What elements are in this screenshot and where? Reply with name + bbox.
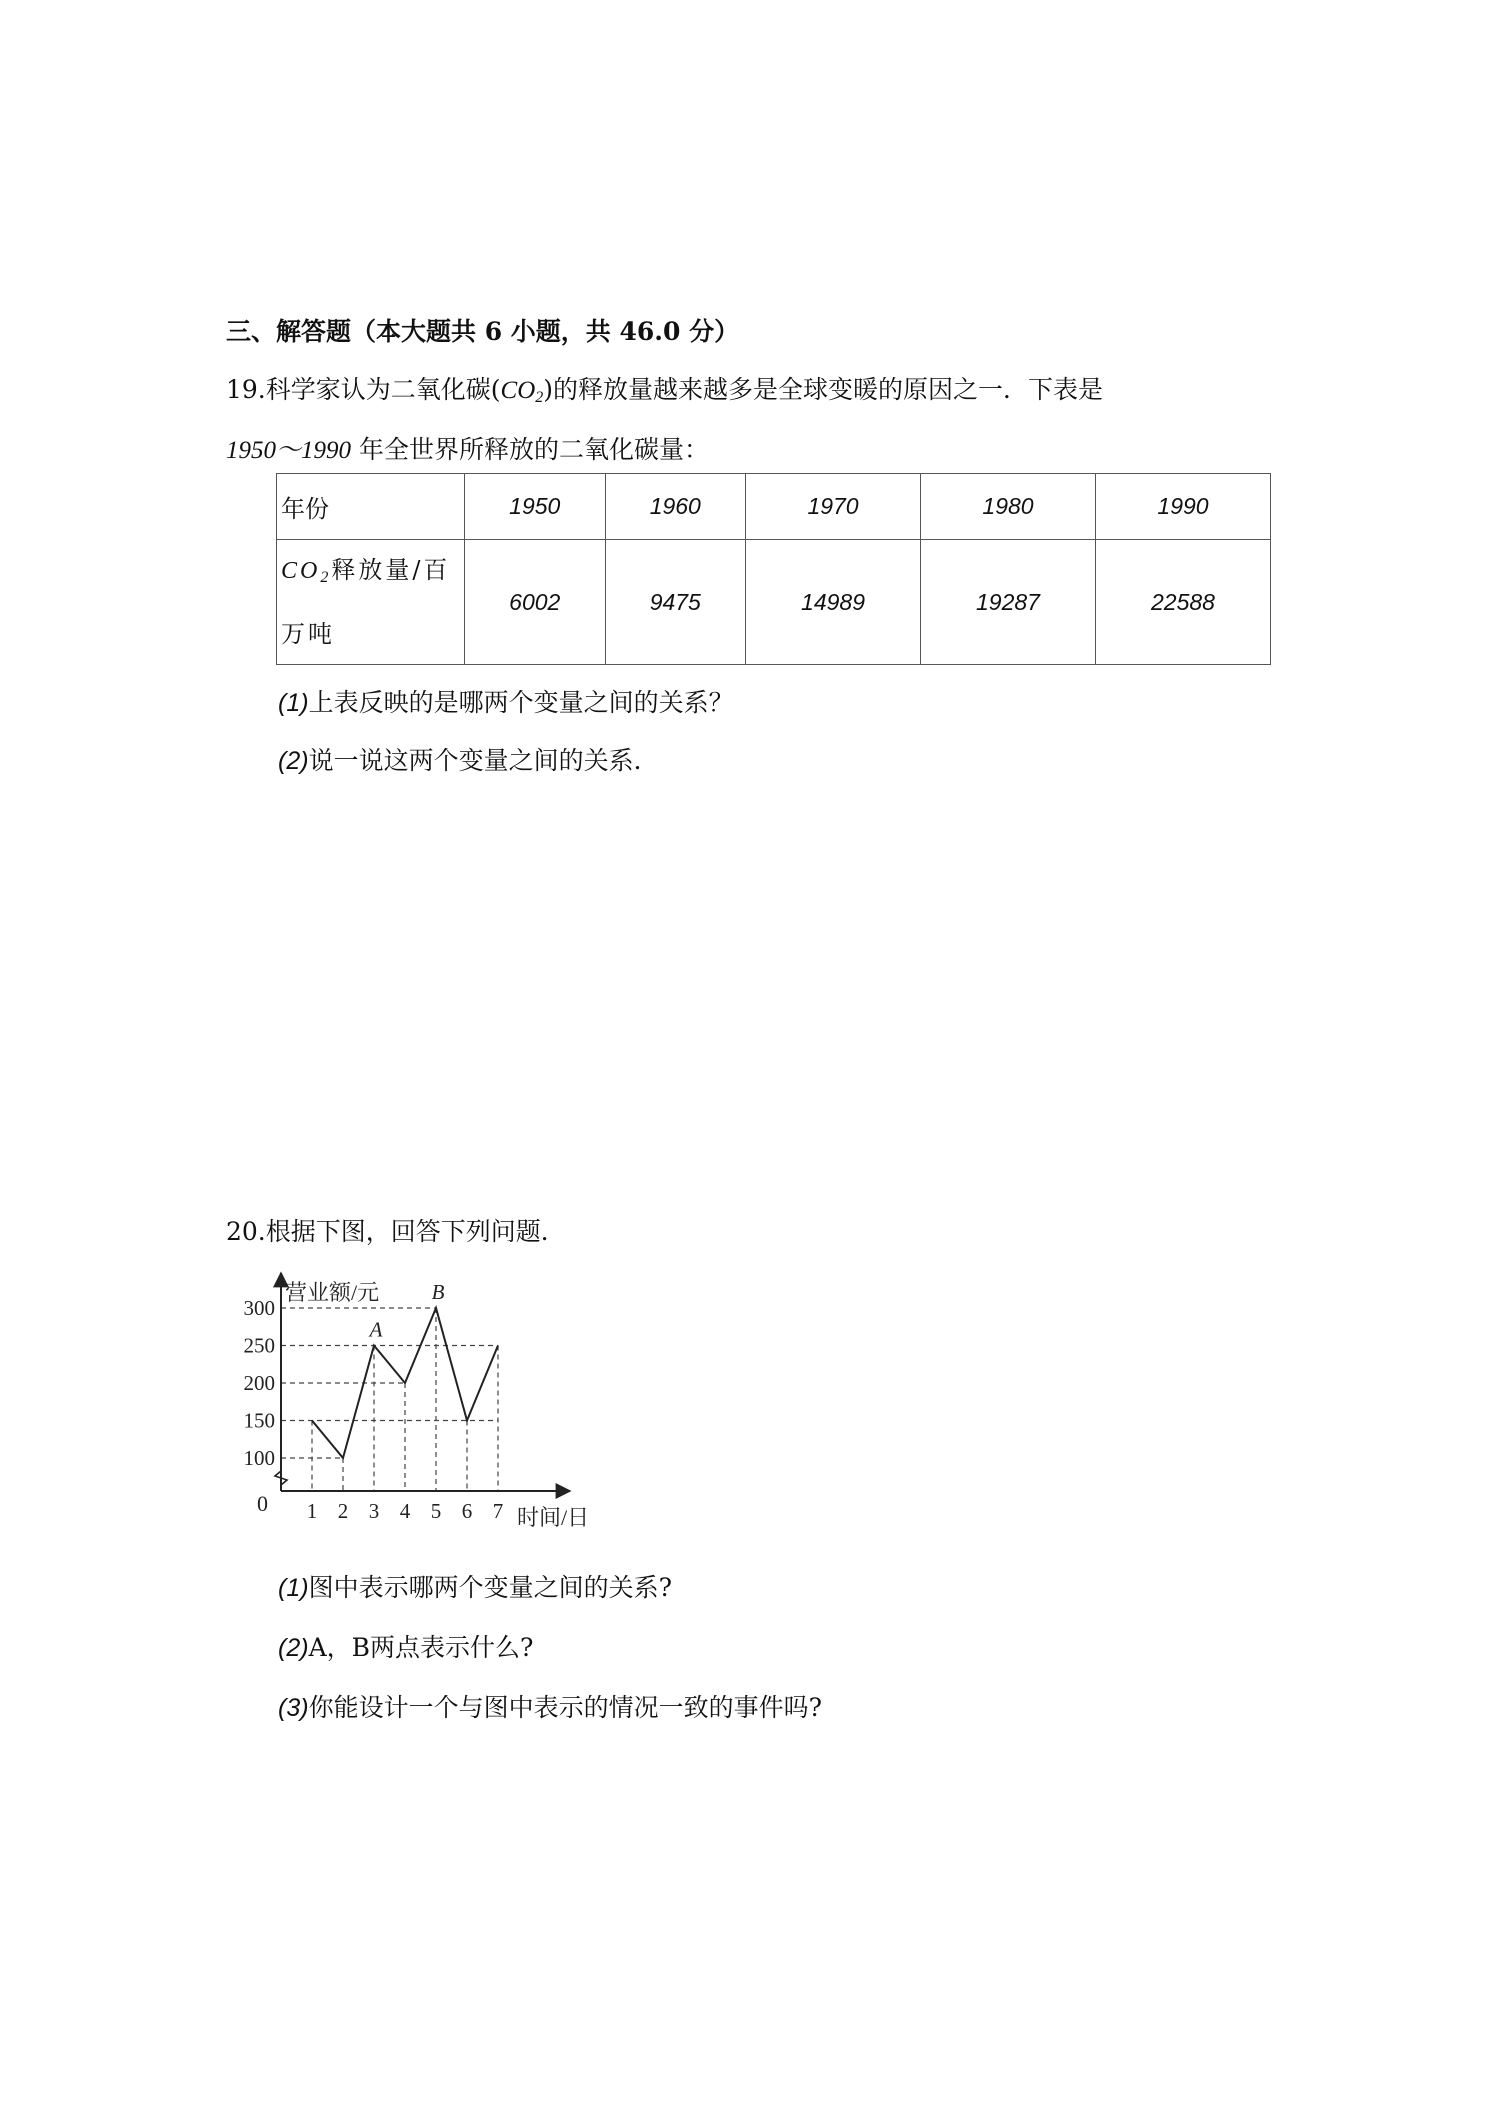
- y-tick-labels: [244, 1296, 276, 1470]
- table-cell: 1980: [921, 474, 1096, 540]
- x-tick-label: 6: [461, 1499, 473, 1523]
- part-number: (2): [278, 747, 309, 775]
- x-tick-label: 5: [430, 1499, 442, 1523]
- question-19-part-2: [278, 741, 659, 777]
- x-tick-labels: [307, 1499, 504, 1523]
- question-20-part-1: [278, 1568, 672, 1604]
- question-number: 20.: [226, 1217, 266, 1246]
- revenue-line-chart: [225, 1265, 625, 1550]
- question-text: 根据下图，回答下列问题．: [265, 1217, 566, 1246]
- point-label: A: [369, 1317, 383, 1342]
- question-19-line-1: [226, 370, 1103, 407]
- x-tick-label: 2: [337, 1499, 349, 1523]
- x-tick-label: 1: [306, 1499, 318, 1523]
- part-number: (2): [278, 1634, 309, 1662]
- point-label: B: [431, 1280, 445, 1304]
- table-cell: 19287: [921, 540, 1096, 665]
- part-text: 你能设计一个与图中表示的情况一致的事件吗?: [308, 1693, 822, 1722]
- table-cell: 1990: [1096, 474, 1271, 540]
- table-cell: 1960: [605, 474, 746, 540]
- y-tick-label: 150: [243, 1408, 275, 1433]
- part-text: 图中表示哪两个变量之间的关系?: [308, 1573, 672, 1602]
- question-text: 科学家认为二氧化碳(: [265, 375, 501, 404]
- part-text: A，B两点表示什么?: [308, 1633, 534, 1662]
- formula-subscript: 2: [535, 389, 544, 406]
- question-20-part-3: [278, 1688, 822, 1724]
- formula-subscript: 2: [320, 569, 332, 586]
- table-header-label: 年份: [277, 474, 465, 540]
- table-cell: 6002: [465, 540, 606, 665]
- table-cell: 22588: [1096, 540, 1271, 665]
- question-number: 19.: [226, 375, 266, 404]
- co2-table: [276, 473, 1271, 665]
- question-text: 年全世界所释放的二氧化碳量：: [358, 435, 709, 464]
- y-tick-label: 250: [243, 1333, 275, 1358]
- question-text: )的释放量越来越多是全球变暖的原因之一．下表是: [543, 375, 1104, 404]
- part-text: 上表反映的是哪两个变量之间的关系？: [308, 688, 734, 717]
- y-axis-label: 营业额/元: [285, 1280, 380, 1305]
- formula-co: CO: [500, 377, 536, 404]
- x-tick-label: 3: [368, 1499, 380, 1523]
- x-axis-label: 时间/日: [517, 1505, 590, 1530]
- part-number: (1): [278, 689, 309, 717]
- y-tick-label: 100: [243, 1446, 275, 1470]
- table-row-label: [277, 540, 465, 665]
- year-range: 1950～1990: [226, 437, 352, 464]
- x-tick-label: 4: [399, 1499, 411, 1523]
- point-annotations: [368, 1280, 445, 1342]
- table-cell: 14989: [746, 540, 921, 665]
- question-20: [226, 1212, 566, 1248]
- question-19-part-1: [278, 683, 734, 719]
- part-number: (3): [278, 1694, 309, 1722]
- question-19-line-2: [226, 430, 709, 466]
- y-tick-label: 200: [243, 1371, 275, 1395]
- table-row: [277, 474, 1271, 540]
- part-text: 说一说这两个变量之间的关系．: [308, 746, 659, 775]
- formula-co: CO: [281, 558, 321, 584]
- table-cell: 1950: [465, 474, 606, 540]
- table-row: [277, 540, 1271, 665]
- origin-label: 0: [257, 1491, 268, 1516]
- x-tick-label: 7: [492, 1499, 504, 1523]
- part-number: (1): [278, 1574, 309, 1602]
- table-cell: 9475: [605, 540, 746, 665]
- section-header: 三、解答题（本大题共 6 小题，共 46.0 分）: [226, 317, 740, 346]
- y-tick-label: 300: [243, 1296, 275, 1320]
- row-label-text: 释放量/百万吨: [281, 556, 451, 648]
- table-cell: 1970: [746, 474, 921, 540]
- dashed-guide-lines: [281, 1308, 498, 1491]
- question-20-part-2: [278, 1628, 533, 1664]
